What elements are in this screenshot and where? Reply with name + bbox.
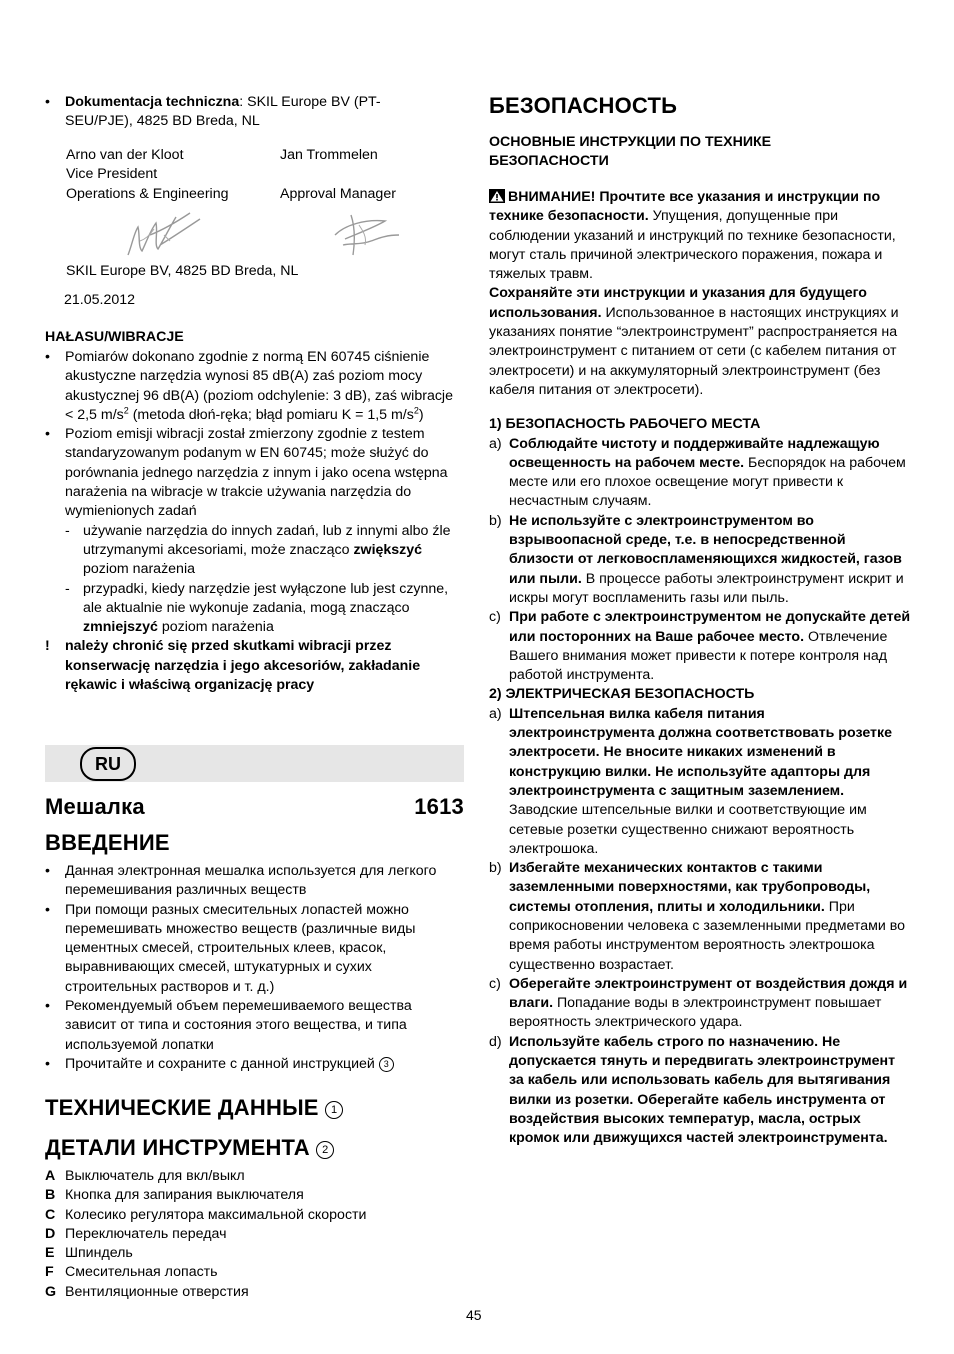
list-item: - przypadki, kiedy narzędzie jest wyłączone lub jest czynne, ale aktualnie nie wykonuje zadania, mogą znacząco zmniejszyć poziom narażenia	[65, 580, 449, 636]
safety-heading: БЕЗОПАСНОСТЬ	[489, 93, 678, 118]
list-item: d) Используйте кабель строго по назначению. Не допускается тянуть и передвигать электроинструмент за кабель или использовать кабель для вытягивания вилки из розетки. Оберегайте кабель инструмента от воздействия высоких температур, масла, острых кромок или движущихся частей электроинструмента.	[489, 1033, 896, 1147]
list-item: c) Оберегайте электроинструмент от воздействия дождя и влаги. Попадание воды в электроинструмент повышает вероятность электрического удара.	[489, 975, 908, 1031]
signatory-2	[280, 146, 396, 204]
list-item: D Переключатель передач	[45, 1225, 227, 1242]
tech-doc-label: Dokumentacja techniczna	[65, 94, 240, 110]
list-item: B Кнопка для запирания выключателя	[45, 1187, 304, 1204]
list-item: a) Соблюдайте чистоту и поддерживайте надлежащую освещенность на рабочем месте. Беспорядок на рабочем месте или его плохое освещение могут привести к несчастным случаям.	[489, 435, 906, 510]
keep-instructions: Сохраняйте эти инструкции и указания для будущего использования. Использованное в настоящих инструкциях и указаниях понятие “электроинструмент” распространяется на электроинструмент с питанием от сети (с кабелем питания от электросети) и на аккумуляторный электроинструмент (без кабеля питания от электросети).	[489, 285, 899, 398]
intro-heading: ВВЕДЕНИЕ	[45, 830, 170, 855]
list-item: - używanie narzędzia do innych zadań, lub z innymi albo źle utrzymanymi akcesoriami, może znacząco zwiększyć poziom narażenia	[65, 522, 451, 578]
list-item: F Смесительная лопасть	[45, 1264, 218, 1281]
warning-triangle-icon	[489, 189, 505, 203]
product-title	[45, 794, 464, 820]
tech-doc-item: • Dokumentacja techniczna: SKIL Europe BV (PT-SEU/PJE), 4825 BD Breda, NL	[45, 94, 381, 130]
noise-heading: HAŁASU/WIBRACJE	[45, 329, 184, 345]
general-warning: ВНИМАНИЕ! Прочтите все указания и инструкции по технике безопасности. Упущения, допущенные при соблюдении указаний и инструкций по технике безопасности, могут сталь причиной электрического поражения, пожара и тяжелых травм.	[489, 189, 896, 283]
tech-data-heading: ТЕХНИЧЕСКИЕ ДАННЫЕ 1	[45, 1095, 343, 1121]
sig1-title1: Vice President	[66, 166, 158, 183]
tech-doc-value: : SKIL Europe BV (PT-SEU/PJE), 4825 BD Breda, NL	[65, 94, 381, 130]
list-item: C Колесико регулятора максимальной скорости	[45, 1206, 367, 1223]
declaration-date: 21.05.2012	[64, 292, 136, 308]
list-item: b) Избегайте механических контактов с такими заземленными поверхностями, как трубопроводы, системы отопления, плиты и холодильники. При соприкосновении человека с заземленными предметами во время работы инструментом вероятность электрошока существенно возрастает.	[489, 860, 906, 973]
noise-section	[45, 348, 465, 695]
list-item: b) Не используйте с электроинструментом во взрывоопасной среде, т.е. в непосредственной близости от легковоспламеняющихся жидкостей, газов или пыли. В процессе работы электроинструмент искрит и искры могут воспламенить газы или пыль.	[489, 512, 904, 606]
sig2-title: Approval Manager	[280, 185, 396, 202]
intro-list	[45, 862, 460, 1074]
list-item: • Poziom emisji wibracji został zmierzony zgodnie z testem standaryzowanym podanym w EN 60745; może służyć do porównania jednego narzędzia z innym i jako ocena wstępna narażenia na wibracje w trakcie używania narzędzia do wymienionych zadań	[45, 426, 448, 520]
product-number: 1613	[414, 794, 464, 819]
electrical-heading: 2) ЭЛЕКТРИЧЕСКАЯ БЕЗОПАСНОСТЬ	[489, 686, 755, 703]
signature-2-image	[315, 205, 405, 260]
sig1-title2: Operations & Engineering	[66, 185, 229, 202]
sig2-name: Jan Trommelen	[280, 147, 378, 163]
list-item: • При помощи разных смесительных лопастей можно перемешивать множество веществ (различные виды цементных смесей, строительных клеев, красок, выравнивающих смесей, штукатурных и сухих строительных растворов и т. д.)	[45, 901, 416, 995]
basic-safety-heading: ОСНОВНЫЕ ИНСТРУКЦИИ ПО ТЕХНИКЕ БЕЗОПАСНОСТИ	[489, 134, 772, 170]
list-item: • Pomiarów dokonano zgodnie z normą EN 60745 ciśnienie akustyczne narzędzia wynosi 85 dB(A) zaś poziom mocy akustycznej 96 dB(A) (poziom odchylenie: 3 dB), zaś wibracje < 2,5 $m/s^2$ (metoda dłoń-ręka; błąd pomiaru K = 1,5 $m/s^2$)	[45, 349, 453, 423]
sig1-name: Arno van der Kloot	[66, 147, 184, 163]
parts-heading: ДЕТАЛИ ИНСТРУМЕНТА 2	[45, 1135, 334, 1161]
signatory-1	[66, 146, 228, 204]
figure-ref-2: 2	[316, 1141, 334, 1159]
list-item: • Прочитайте и сохраните с данной инструкцией 3	[45, 1055, 460, 1074]
page-number: 45	[466, 1307, 482, 1323]
list-item: E Шпиндель	[45, 1245, 133, 1262]
list-item: G Вентиляционные отверстия	[45, 1283, 249, 1300]
figure-ref-3: 3	[379, 1057, 394, 1072]
list-item: A Выключатель для вкл/выкл	[45, 1168, 245, 1184]
list-item: a) Штепсельная вилка кабеля питания электроинструмента должна соответствовать розетке электросети. Не вносите никаких изменений в конструкцию вилки. Не используйте адаптоpы для электроинструмента с защитным заземлением. Заводские штепсельные вилки и соответствующие им сетевые розетки существенно снижают вероятность электрошока.	[489, 705, 892, 857]
product-name: Мешалка	[45, 794, 145, 819]
company-address: SKIL Europe BV, 4825 BD Breda, NL	[66, 263, 299, 279]
language-badge: RU	[80, 747, 136, 781]
left-column	[45, 0, 465, 694]
language-bar	[45, 745, 464, 782]
list-item: c) При работе с электроинструментом не допускайте детей или посторонних на Ваше рабочее место. Отвлечение Вашего внимания может привести к потере контроля над работой инструмента.	[489, 609, 911, 684]
safety-body	[489, 188, 911, 1149]
parts-list	[45, 1167, 465, 1302]
list-item: • Данная электронная мешалка используется для легкого перемешивания различных веществ	[45, 863, 437, 899]
work-area-heading: 1) БЕЗОПАСНОСТЬ РАБОЧЕГО МЕСТА	[489, 416, 761, 433]
vibration-warning: ! należy chronić się przed skutkami wibracji przez konserwację narzędzia i jego akcesoriów, zakładanie rękawic i właściwą organizację pracy	[45, 638, 421, 694]
signature-1-image	[120, 205, 210, 260]
figure-ref-1: 1	[325, 1101, 343, 1119]
list-item: • Рекомендуемый объем перемешиваемого вещества зависит от типа и состояния этого вещества, и типа используемой лопатки	[45, 998, 412, 1053]
